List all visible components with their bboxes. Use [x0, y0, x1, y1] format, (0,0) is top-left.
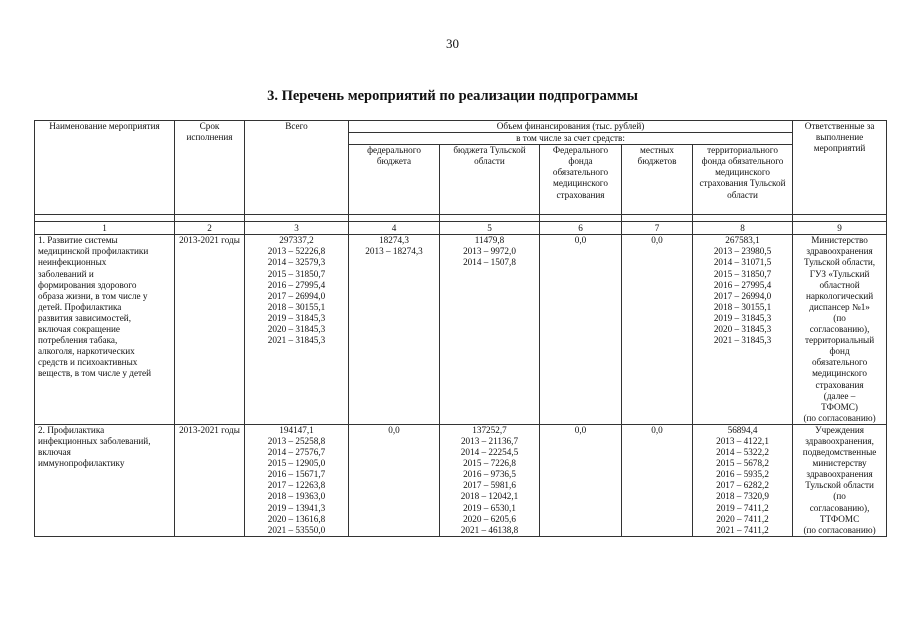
responsible-line: ГУЗ «Тульский — [809, 268, 870, 279]
tfoms-amount-line: 2015 – 31850,7 — [713, 268, 772, 279]
header-total: Всего — [245, 121, 349, 215]
column-number: 4 — [349, 222, 440, 235]
activity-name-line: веществ, в том числе у детей — [38, 368, 152, 379]
responsible-line: страхования — [815, 379, 864, 390]
tfoms-amount-line: 56894,4 — [727, 424, 758, 435]
activity-term: 2013-2021 годы — [175, 235, 245, 425]
total-amount-line: 2016 – 27995,4 — [267, 279, 326, 290]
responsible-line: подведомственные — [802, 447, 877, 458]
total-amount-line: 194147,1 — [279, 424, 314, 435]
tfoms-amount-line: 2016 – 5935,2 — [716, 469, 769, 480]
header-local: местных бюджетов — [622, 145, 693, 215]
regional-amount-line: 2013 – 9972,0 — [463, 246, 516, 257]
ffoms-amount: 0,0 — [540, 235, 622, 425]
activity-name-line: формирования здорового — [38, 279, 137, 290]
column-number: 7 — [622, 222, 693, 235]
page-title: 3. Перечень мероприятий по реализации подпрограммы — [267, 88, 638, 104]
tfoms-amount-line: 2013 – 4122,1 — [716, 435, 769, 446]
local-amount: 0,0 — [622, 235, 693, 425]
activity-name-line: средств и психоактивных — [38, 357, 138, 368]
total-amount-line: 2019 – 31845,3 — [267, 312, 326, 323]
tfoms-amount-line: 2015 – 5678,2 — [716, 458, 769, 469]
responsible-line: здравоохранения — [806, 246, 873, 257]
tfoms-amount-line: 2017 – 6282,2 — [716, 480, 769, 491]
responsible-line: Учреждения — [815, 424, 865, 435]
header-tfoms: территориального фонда обязательного медицинского страхования Тульской области — [693, 145, 793, 215]
activity-name-line: детей. Профилактика — [38, 301, 122, 312]
activity-name — [35, 235, 175, 425]
total-amount-line: 2016 – 15671,7 — [267, 469, 326, 480]
activity-name-line: 1. Развитие системы — [38, 235, 118, 246]
regional-amount-line: 2018 – 12042,1 — [460, 491, 519, 502]
federal-amount — [349, 235, 440, 425]
tfoms-amount-line: 2021 – 31845,3 — [713, 335, 772, 346]
federal-amount-line: 18274,3 — [379, 235, 409, 246]
responsible-line: диспансер №1» — [809, 301, 870, 312]
regional-amount-line: 2019 – 6530,1 — [463, 502, 516, 513]
activity-name-line: включая сокращение — [38, 324, 120, 335]
activity-name-line: включая — [38, 447, 71, 458]
regional-amount-line: 11479,8 — [474, 235, 505, 246]
tfoms-amount-line: 267583,1 — [725, 235, 760, 246]
header-regional: бюджета Тульской области — [440, 145, 540, 215]
total-amount — [245, 235, 349, 425]
total-amount-line: 2020 – 31845,3 — [267, 324, 326, 335]
column-number: 8 — [693, 222, 793, 235]
total-amount-line: 2013 – 25258,8 — [267, 435, 326, 446]
responsible-line: (по согласованию) — [803, 412, 876, 423]
header-including: в том числе за счет средств: — [349, 133, 793, 145]
regional-amount-line: 2016 – 9736,5 — [463, 469, 516, 480]
federal-amount — [349, 424, 440, 536]
tfoms-amount-line: 2021 – 7411,2 — [716, 524, 769, 535]
tfoms-amount — [693, 235, 793, 425]
activity-name-line: инфекционных заболеваний, — [38, 435, 151, 446]
responsible-line: территориальный — [804, 335, 875, 346]
responsible-line: фонд — [829, 346, 850, 357]
regional-amount-line: 2013 – 21136,7 — [460, 435, 519, 446]
activity-name-line: заболеваний и — [38, 268, 94, 279]
header-federal: федерального бюджета — [349, 145, 440, 215]
total-amount-line: 2018 – 19363,0 — [267, 491, 326, 502]
responsible-line: медицинского — [812, 368, 868, 379]
activity-name-line: медицинской профилактики — [38, 246, 149, 257]
total-amount-line: 2021 – 53550,0 — [267, 524, 326, 535]
responsible-line: (по согласованию) — [803, 524, 876, 535]
total-amount — [245, 424, 349, 536]
activity-name-line: неинфекционных — [38, 257, 107, 268]
header-name: Наименование мероприятия — [35, 121, 175, 215]
total-amount-line: 2020 – 13616,8 — [267, 513, 326, 524]
regional-amount — [440, 424, 540, 536]
regional-amount-line: 2015 – 7226,8 — [463, 458, 516, 469]
regional-amount-line: 2021 – 46138,8 — [460, 524, 519, 535]
column-number: 3 — [245, 222, 349, 235]
responsible-line: согласованию), — [809, 324, 870, 335]
total-amount-line: 2015 – 12905,0 — [267, 458, 326, 469]
tfoms-amount-line: 2014 – 5322,2 — [716, 447, 769, 458]
tfoms-amount-line: 2018 – 7320,9 — [716, 491, 769, 502]
column-number: 6 — [540, 222, 622, 235]
total-amount-line: 2013 – 52226,8 — [267, 246, 326, 257]
responsible-line: обязательного — [811, 357, 868, 368]
column-number: 2 — [175, 222, 245, 235]
tfoms-amount-line: 2013 – 23980,5 — [713, 246, 772, 257]
header-volume: Объем финансирования (тыс. рублей) — [349, 121, 793, 133]
responsible-line: Министерство — [811, 235, 868, 246]
tfoms-amount-line: 2019 – 7411,2 — [716, 502, 769, 513]
tfoms-amount-line: 2017 – 26994,0 — [713, 290, 772, 301]
local-amount: 0,0 — [622, 424, 693, 536]
regional-amount-line: 2014 – 22254,5 — [460, 447, 519, 458]
tfoms-amount-line: 2018 – 30155,1 — [713, 301, 772, 312]
tfoms-amount-line: 2019 – 31845,3 — [713, 312, 772, 323]
federal-amount-line: 0,0 — [388, 424, 400, 435]
total-amount-line: 2014 – 32579,3 — [267, 257, 326, 268]
total-amount-line: 2017 – 26994,0 — [267, 290, 326, 301]
total-amount-line: 2021 – 31845,3 — [267, 335, 326, 346]
table-row — [35, 235, 887, 425]
column-number-row — [35, 222, 887, 235]
federal-amount-line: 2013 – 18274,3 — [365, 246, 423, 257]
activity-name-line: 2. Профилактика — [38, 424, 105, 435]
tfoms-amount — [693, 424, 793, 536]
total-amount-line: 297337,2 — [279, 235, 314, 246]
total-amount-line: 2014 – 27576,7 — [267, 447, 326, 458]
header-term: Срок исполнения — [175, 121, 245, 215]
responsible-line: областной — [819, 279, 860, 290]
responsible-line: ТФОМС) — [821, 401, 858, 412]
activity-name-line: образа жизни, в том числе у — [38, 290, 148, 301]
activity-name-line: иммунопрофилактику — [38, 458, 125, 469]
total-amount-line: 2015 – 31850,7 — [267, 268, 326, 279]
responsible-line: согласованию), — [809, 502, 870, 513]
regional-amount-line: 2017 – 5981,6 — [463, 480, 516, 491]
responsible-line: (по — [833, 312, 846, 323]
total-amount-line: 2019 – 13941,3 — [267, 502, 326, 513]
regional-amount-line: 2020 – 6205,6 — [463, 513, 516, 524]
total-amount-line: 2017 – 12263,8 — [267, 480, 326, 491]
responsible-line: (далее – — [823, 390, 856, 401]
regional-amount — [440, 235, 540, 425]
total-amount-line: 2018 – 30155,1 — [267, 301, 326, 312]
column-number: 5 — [440, 222, 540, 235]
responsible — [793, 424, 887, 536]
activity-name — [35, 424, 175, 536]
responsible-line: (по — [833, 491, 846, 502]
ffoms-amount: 0,0 — [540, 424, 622, 536]
activities-table — [34, 120, 887, 537]
responsible-line: Тульской области — [805, 480, 874, 491]
responsible-line: здравоохранения, — [805, 435, 874, 446]
page-number: 30 — [446, 36, 459, 51]
tfoms-amount-line: 2016 – 27995,4 — [713, 279, 772, 290]
column-number: 9 — [793, 222, 887, 235]
activity-term: 2013-2021 годы — [175, 424, 245, 536]
activity-name-line: потребления табака, — [38, 335, 118, 346]
responsible — [793, 235, 887, 425]
tfoms-amount-line: 2020 – 7411,2 — [716, 513, 769, 524]
header-ffoms: Федерального фонда обязательного медицинского страхования — [540, 145, 622, 215]
header-responsible: Ответственные за выполнение мероприятий — [793, 121, 887, 215]
table-row — [35, 424, 887, 536]
regional-amount-line: 137252,7 — [472, 424, 507, 435]
responsible-line: ТТФОМС — [819, 513, 860, 524]
column-number: 1 — [35, 222, 175, 235]
activity-name-line: развития зависимостей, — [38, 312, 131, 323]
tfoms-amount-line: 2014 – 31071,5 — [713, 257, 772, 268]
tfoms-amount-line: 2020 – 31845,3 — [713, 324, 772, 335]
regional-amount-line: 2014 – 1507,8 — [463, 257, 516, 268]
activity-name-line: алкоголя, наркотических — [38, 346, 135, 357]
responsible-line: наркологический — [805, 290, 874, 301]
responsible-line: здравоохранения — [806, 469, 873, 480]
responsible-line: министерству — [812, 458, 867, 469]
responsible-line: Тульской области, — [804, 257, 876, 268]
